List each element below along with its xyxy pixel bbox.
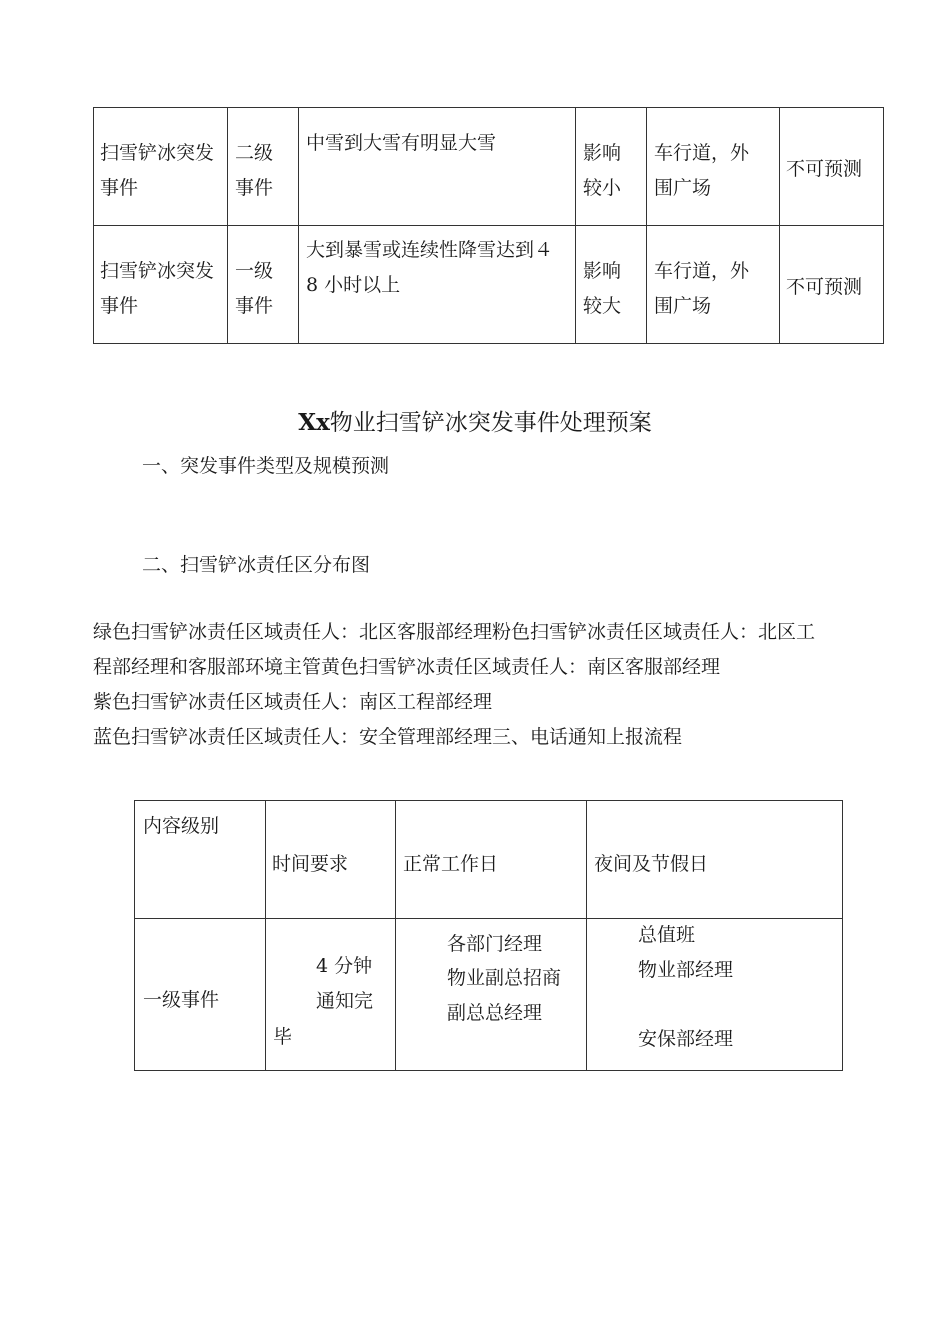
table-cell: 影响 较大 <box>576 226 647 344</box>
row-night-line-1: 总值班 <box>638 924 696 946</box>
table-row <box>94 226 884 344</box>
row-night-line-3: 安保部经理 <box>638 1028 734 1050</box>
table-cell <box>396 919 587 1071</box>
event-table <box>93 107 884 344</box>
paragraph-line-4: 蓝色扫雪铲冰责任区域责任人：安全管理部经理三、电话通知上报流程 <box>93 726 683 748</box>
row-workday-line-1: 各部门经理 <box>447 933 543 955</box>
row-time-line-2: 通知完 <box>316 990 374 1012</box>
header-workday: 正常工作日 <box>403 853 499 875</box>
table-cell: 大到暴雪或连续性降雪达到４ 8 小时以上 <box>299 226 576 344</box>
table-cell: 一级 事件 <box>228 226 299 344</box>
paragraph-line-2: 程部经理和客服部环境主管黄色扫雪铲冰责任区域责任人：南区客服部经理 <box>93 656 721 678</box>
row-time-line-3: 毕 <box>273 1026 293 1048</box>
header-night-holiday: 夜间及节假日 <box>594 853 709 875</box>
page-title <box>0 404 950 437</box>
table-row <box>135 919 843 1071</box>
table-cell <box>587 919 843 1071</box>
row-level: 一级事件 <box>143 989 220 1011</box>
title-text: 物业扫雪铲冰突发事件处理预案 <box>329 410 652 436</box>
table-cell: 车行道，外 围广场 <box>647 226 780 344</box>
table-cell: 中雪到大雪有明显大雪 <box>299 108 576 226</box>
table-row <box>94 108 884 226</box>
row-workday-line-2: 物业副总招商 <box>447 967 562 989</box>
notification-table <box>134 800 843 1071</box>
table-cell: 扫雪铲冰突发 事件 <box>94 108 228 226</box>
table-cell: 扫雪铲冰突发 事件 <box>94 226 228 344</box>
table-header-cell <box>135 801 266 919</box>
header-content-level: 内容级别 <box>143 815 220 837</box>
row-time-line-1: 4 分钟 <box>316 955 373 977</box>
table-cell <box>266 919 396 1071</box>
header-time-requirement: 时间要求 <box>272 853 349 875</box>
section-heading-2: 二、扫雪铲冰责任区分布图 <box>142 554 371 576</box>
table-cell: 车行道，外 围广场 <box>647 108 780 226</box>
table-header-cell <box>587 801 843 919</box>
table-cell <box>135 919 266 1071</box>
row-workday-line-3: 副总总经理 <box>447 1002 543 1024</box>
paragraph-line-3: 紫色扫雪铲冰责任区域责任人：南区工程部经理 <box>93 691 493 713</box>
section-heading-1: 一、突发事件类型及规模预测 <box>142 455 390 477</box>
table-cell: 不可预测 <box>780 108 884 226</box>
table-cell: 影响 较小 <box>576 108 647 226</box>
table-cell: 二级 事件 <box>228 108 299 226</box>
table-header-cell <box>396 801 587 919</box>
title-prefix: Xx <box>298 409 330 436</box>
row-night-line-2: 物业部经理 <box>638 959 734 981</box>
paragraph-line-1: 绿色扫雪铲冰责任区域责任人：北区客服部经理粉色扫雪铲冰责任区域责任人：北区工 <box>93 621 816 643</box>
table-cell: 不可预测 <box>780 226 884 344</box>
table-header-cell <box>266 801 396 919</box>
table-header-row <box>135 801 843 919</box>
